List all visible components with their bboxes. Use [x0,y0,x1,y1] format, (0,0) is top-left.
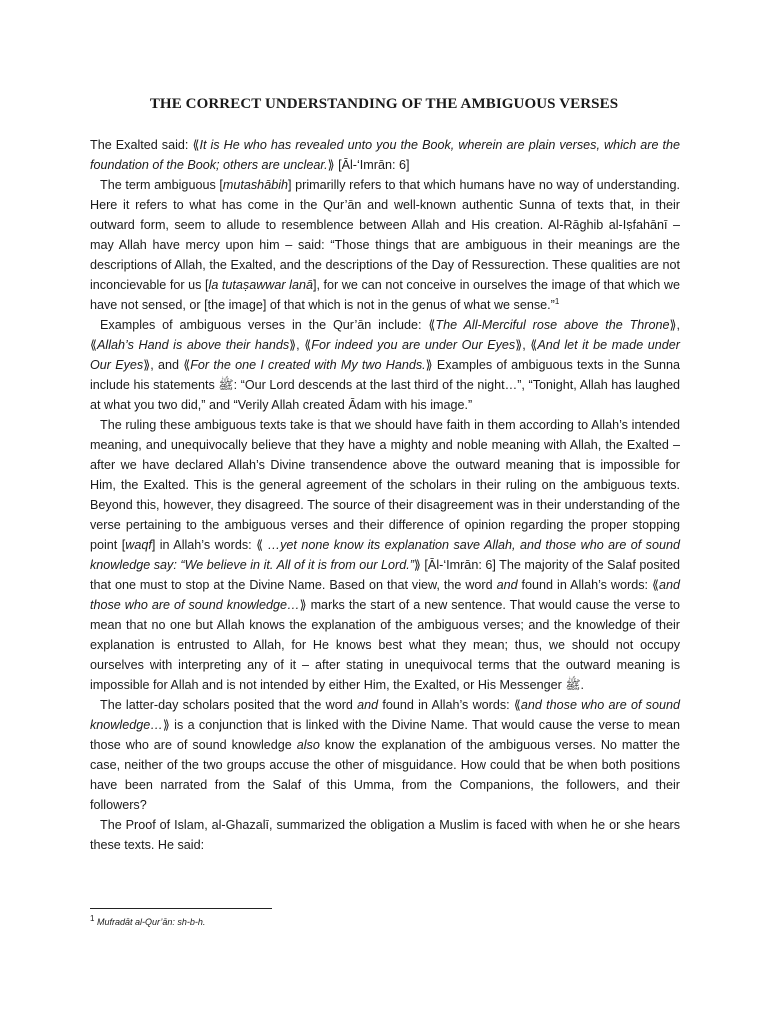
text: ⟫ marks the start of a new sentence. That would cause the verse to mean that no one but Allah knows the explanation of the ambiguous verses; and the knowledge of their explanation is entrusted to Allah, for He knows best what they mean; thus, we should not occupy ourselves with interpreting any of it – after stating in unequivocal terms that the outward meaning is impossible for Allah and is not intended by either Him, the Exalted, or His Messenger ﷺ. [90,598,680,692]
footnote-number: 1 [90,914,95,923]
text: ⟫ is a conjunction that is linked with the Divine Name. That would cause the verse to mean those who are of sound knowledge [90,718,680,752]
quran-quote: Allah’s Hand is above their hands [97,338,290,352]
footnote-divider [90,908,272,909]
quran-quote: and those who are of sound knowledge… [90,698,681,732]
term: also [296,738,320,752]
text: ], for we can not conceive in ourselves the image of that which we have not sensed, or [the image] of that which is not in the genus of what we sense.” [90,278,680,312]
quran-quote: And let it be made under Our Eyes [90,338,680,372]
footnote-ref[interactable]: 1 [554,296,560,306]
paragraph-6: The Proof of Islam, al-Ghazalī, summarized the obligation a Muslim is faced with when he or she hears these texts. He said: [90,818,680,852]
text: ] in Allah’s words: ⟪ [151,538,268,552]
footnote [90,916,205,928]
text: ⟫, ⟪ [515,338,538,352]
body-text [90,135,680,855]
text: know the explanation of the ambiguous verses. No matter the case, neither of the two groups accuse the other of misguidance. How could that be when both positions have been narrated from the Salaf of this Umma, from the Companions, the followers, and their followers? [90,738,680,812]
paragraph-4 [90,415,680,695]
text: found in Allah’s words: ⟪ [517,578,659,592]
paragraph-3 [90,315,680,415]
term: mutashābih [222,178,288,192]
text: found in Allah’s words: ⟪ [378,698,521,712]
term: and [357,698,379,712]
paragraph-2 [90,175,680,315]
text: ⟫ Examples of ambiguous texts in the Sunna include his statements ﷺ: “Our Lord descends at the last third of the night…”, “Tonight, Allah has laughed at what you two did,” and “Verily Allah created Ādam with his image.” [90,358,680,412]
quran-quote: For indeed you are under Our Eyes [311,338,516,352]
text: The ruling these ambiguous texts take is that we should have faith in them according to Allah’s intended meaning, and unequivocally believe that they have a mighty and noble meaning with Allah, the Exalted – after we have declared Allah’s Divine transendence above the outward meaning that is impossible for Him, the Exalted. This is the general agreement of the scholars in their ruling on the ambiguous texts. Beyond this, however, they disagreed. The source of their disagreement was in their understanding of the verse pertaining to the ambiguous verses and their difference of opinion regarding the proper stopping point [ [90,418,680,552]
text: The term ambiguous [ [100,178,223,192]
quran-quote: …yet none know its explanation save Allah, and those who are of sound knowledge say: “We believe in it. All of it is from our Lord.” [90,538,680,572]
term: waqf [125,538,152,552]
text: ⟫, ⟪ [289,338,312,352]
text: The latter-day scholars posited that the word [100,698,358,712]
quran-quote: and those who are of sound knowledge… [90,578,680,612]
footnote-text: Mufradāt al-Qur’ān: sh-b-h. [96,917,206,927]
text: Examples of ambiguous verses in the Qur’ān include: ⟪ [100,318,436,332]
text: ⟫ [Āl-‘Imrān: 6] The majority of the Salaf posited that one must to stop at the Divine Name. Based on that view, the word [90,558,680,592]
term: la tutaṣawwar lanā [208,278,313,292]
text: ⟫ [Āl-‘Imrān: 6] [327,158,410,172]
quran-quote: The All-Merciful rose above the Throne [435,318,670,332]
term: and [496,578,518,592]
text: ⟫, ⟪ [90,318,680,352]
text: ⟫, and ⟪ [143,358,191,372]
paragraph-5 [90,695,680,815]
page-title: THE CORRECT UNDERSTANDING OF THE AMBIGUOUS VERSES [149,96,619,112]
paragraph-1 [90,135,680,175]
text: The Exalted said: ⟪ [90,138,200,152]
quran-quote: For the one I created with My two Hands. [190,358,426,372]
text: ] primarilly refers to that which humans have no way of understanding. Here it refers to what has come in the Qur’ān and well-known authentic Sunna of texts that, in their outward form, seem to allude to resemblence between Allah and His creation. Al-Rāghib al-Iṣfahānī – may Allah have mercy upon him – said: “Those things that are ambiguous in their meanings are the descriptions of Allah, the Exalted, and the descriptions of the Day of Ressurection. These qualities are not inconcievable for us [ [90,178,681,292]
quran-quote: It is He who has revealed unto you the Book, wherein are plain verses, which are the foundation of the Book; others are unclear. [90,138,680,172]
